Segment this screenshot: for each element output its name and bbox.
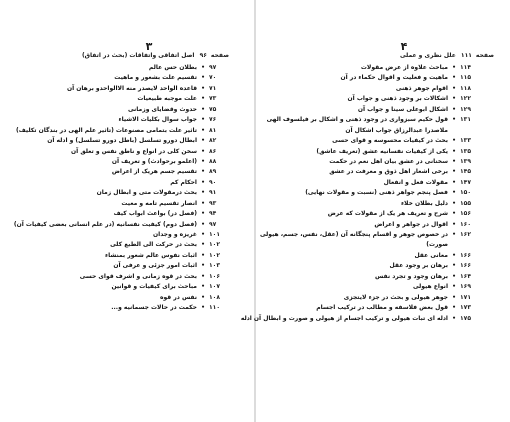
toc-entry xyxy=(30,84,229,94)
toc-entry xyxy=(30,303,229,313)
left-page xyxy=(0,0,254,422)
bullet-dot: • xyxy=(201,210,205,218)
toc-page-number: ۱۶۲ xyxy=(460,231,471,238)
bullet-dot: • xyxy=(452,231,456,238)
toc-entry xyxy=(30,261,229,271)
bullet-dot: • xyxy=(452,199,456,207)
bullet-dot: • xyxy=(201,283,205,291)
toc-page-number: ۹۴ xyxy=(209,210,217,218)
toc-page-number: ۹۷ xyxy=(209,64,217,71)
toc-entry-title: ابطال دورو تسلسل (باطل دورو تسلسل) و ادله آن xyxy=(47,137,197,145)
toc-entry xyxy=(296,261,480,271)
toc-page-number: ۱۳۵ xyxy=(460,147,471,155)
bullet-dot: • xyxy=(452,74,456,82)
toc-entry-title: بحث در قوه زمانی و اشرف قوای حسی xyxy=(79,272,197,280)
bullet-dot: • xyxy=(201,293,205,301)
bullet-dot: • xyxy=(201,241,205,249)
bullet-dot: • xyxy=(452,147,456,155)
toc-entry xyxy=(296,188,480,198)
toc-entry-title: قول حکیم سبزواری در وجود ذهنی و اشکال بر فیلسوف الهی xyxy=(266,116,448,124)
toc-page-number: ۹۱ xyxy=(209,189,217,197)
bullet-dot: • xyxy=(201,251,205,259)
table-of-contents xyxy=(240,63,480,324)
toc-page-number: ۱۰۶ xyxy=(209,272,220,280)
bullet-dot: • xyxy=(201,157,205,165)
toc-entry-title: بحث در کیفیات محسوسه و قوای حسی xyxy=(332,137,448,145)
toc-entry-title: برهان وجود و تجرد نفس xyxy=(375,272,448,280)
bullet-dot: • xyxy=(452,304,456,312)
bullet-dot: • xyxy=(452,168,456,176)
toc-entry xyxy=(30,147,229,157)
toc-page-number: ۸۲ xyxy=(209,137,217,145)
toc-page-number: ۱۱۰ xyxy=(209,304,220,312)
toc-header xyxy=(400,52,494,59)
bullet-dot: • xyxy=(452,95,456,103)
toc-entry-title: اشکال ابوعلی سینا و جواب آن xyxy=(357,105,448,113)
bullet-dot xyxy=(450,240,458,250)
bullet-dot: • xyxy=(201,116,205,124)
toc-header xyxy=(82,52,229,59)
header-number: ۱۱۱ xyxy=(460,52,472,59)
bullet-dot: • xyxy=(201,74,205,82)
toc-entry-title: تقسیم علت بشعور و ماهیت xyxy=(114,74,197,82)
toc-entry xyxy=(259,230,480,240)
toc-entry-title: حدوث وقضایای وزمانی xyxy=(127,105,197,113)
toc-page-number: ۱۴۵ xyxy=(460,168,471,176)
toc-page-number: ۷۰ xyxy=(209,74,217,82)
toc-entry-title: برخی اشعار اهل ذوق و معرفت در عشق xyxy=(329,168,448,176)
bullet-dot: • xyxy=(201,178,205,186)
toc-page-number: ۱۰۲ xyxy=(209,241,220,249)
bullet-dot: • xyxy=(201,137,205,145)
toc-entry-title: انواع هیولی xyxy=(412,283,448,291)
toc-page-number: ۱۰۱ xyxy=(209,231,220,238)
toc-page-number: ۱۳۳ xyxy=(460,137,471,145)
toc-page-number: ۱۱۴ xyxy=(460,64,471,71)
toc-page-number: ۱۶۶ xyxy=(460,262,471,270)
bullet-dot: • xyxy=(452,262,456,270)
page-number: ۴ xyxy=(400,40,408,53)
bullet-dot: • xyxy=(201,189,205,197)
bullet-dot: • xyxy=(452,116,456,124)
toc-entry xyxy=(296,94,480,104)
toc-entry xyxy=(296,209,480,219)
toc-entry-title: جوهر هیولی و بحث در جزء لایتجزی xyxy=(343,293,448,301)
bullet-dot xyxy=(450,126,458,136)
toc-page-number: ۱۳۹ xyxy=(460,157,471,165)
toc-entry-title: ماهیت و فعلیت و اقوال حکماء در آن xyxy=(340,74,448,82)
bullet-dot: • xyxy=(452,283,456,291)
toc-entry-title: معانی عقل xyxy=(414,251,448,259)
bullet-dot: • xyxy=(452,314,456,322)
bullet-dot: • xyxy=(201,105,205,113)
bullet-dot: • xyxy=(452,189,456,197)
bullet-dot: • xyxy=(201,199,205,207)
toc-entry-title: تاثیر علت بتمامی مصنوعات (تاثیر علم الهی در بندگان تکلیف) xyxy=(16,126,197,134)
toc-entry xyxy=(30,230,229,240)
bullet-dot: • xyxy=(452,137,456,145)
toc-entry xyxy=(296,105,480,115)
toc-page-number: ۷۱ xyxy=(209,84,217,92)
toc-entry xyxy=(296,220,480,230)
toc-entry-title: در خصوص جوهر و اقسام پنجگانه آن (عقل، نفس، جسم، هیولی xyxy=(259,231,448,238)
toc-entry xyxy=(296,251,480,261)
toc-entry xyxy=(30,136,229,146)
toc-entry xyxy=(30,272,229,282)
toc-entry xyxy=(296,272,480,282)
bullet-dot: • xyxy=(201,147,205,155)
toc-entry xyxy=(240,314,480,324)
toc-entry-title: احکام کم xyxy=(170,178,197,186)
toc-entry xyxy=(30,199,229,209)
bullet-dot: • xyxy=(201,84,205,92)
toc-page-number: ۱۶۰ xyxy=(460,220,471,228)
toc-entry xyxy=(296,73,480,83)
toc-entry-title: اثبات نفوس عالم شعور بمنشاء xyxy=(105,251,197,259)
toc-entry-title: بحث درمقولات متی و ابطال زمان xyxy=(96,189,197,197)
bullet-dot: • xyxy=(201,231,205,238)
toc-entry-title: بطلان حس عالم xyxy=(148,64,197,71)
toc-page-number: ۱۷۱ xyxy=(460,293,471,301)
page-number: ۳ xyxy=(145,40,153,53)
bullet-dot: • xyxy=(452,272,456,280)
toc-page-number: ۱۷۳ xyxy=(460,304,471,312)
toc-entry-title: حکمت در حالات جسمانیه و... xyxy=(111,304,197,312)
toc-entry xyxy=(296,293,480,303)
toc-page-number: ۱۱۵ xyxy=(460,74,471,82)
toc-entry-title: قاعده الواحد لایصدر منه الاالواحدو برهان آن xyxy=(67,84,197,92)
bullet-dot: • xyxy=(201,262,205,270)
toc-entry xyxy=(30,282,229,292)
bullet-dot: • xyxy=(452,220,456,228)
toc-entry-title: علت موجبه طبیعیات xyxy=(137,95,197,103)
toc-page-number: ۱۶۴ xyxy=(460,272,471,280)
toc-entry-title: مقولات فعل و انفعال xyxy=(383,178,448,186)
toc-page-number: ۸۶ xyxy=(209,147,217,155)
toc-page-number: ۱۶۶ xyxy=(460,251,471,259)
toc-entry-title: (فصل دوم) کیفیت نفسانیه (در علم انسانی بعضی کیفیات آن) xyxy=(13,220,197,228)
toc-entry xyxy=(30,63,229,73)
toc-entry-title: قول بعض فلاسفه و مطالب در ترکیب اجسام xyxy=(316,304,448,312)
toc-entry xyxy=(30,94,229,104)
bullet-dot: • xyxy=(201,304,205,312)
toc-page-number: ۷۶ xyxy=(209,116,217,124)
toc-page-number: ۸۹ xyxy=(209,168,217,176)
toc-entry-title: دلیل بطلان خلاء xyxy=(400,199,448,207)
toc-page-number xyxy=(458,126,480,136)
toc-entry-title: یکی از کیفیات نفسانیه عشق (تعریف عاشق) xyxy=(316,147,448,155)
toc-page-number: ۱۵۶ xyxy=(460,210,471,218)
toc-entry xyxy=(30,157,229,167)
toc-entry xyxy=(30,188,229,198)
bullet-dot: • xyxy=(201,272,205,280)
toc-entry xyxy=(266,115,480,125)
toc-entry-title: ادله ای تبات هیولی و ترکیب اجسام از هیولی و صورت و ابطال آن ادله xyxy=(240,314,448,322)
toc-page-number: ۱۲۹ xyxy=(460,105,471,113)
toc-entry-title: غریزه و وجدان xyxy=(153,231,197,238)
toc-page-number: ۸۸ xyxy=(209,157,217,165)
toc-page-number: ۸۱ xyxy=(209,126,217,134)
toc-entry-title: بحث در حرکت الی الطبع کلی xyxy=(110,241,197,249)
toc-page-number: ۱۰۷ xyxy=(209,283,220,291)
toc-page-number: ۱۱۸ xyxy=(460,84,471,92)
toc-entry-title: صورت) xyxy=(426,241,448,249)
toc-page-number: ۱۵۵ xyxy=(460,199,471,207)
toc-entry-title: سخنانی در عشق بیان اهل نعم در حکمت xyxy=(329,157,448,165)
toc-entry-title: سخن کلی در انواع و ناطق نفس و تعلق آن xyxy=(71,147,197,155)
toc-page-number: ۹۰ xyxy=(209,178,217,186)
header-number: ۹۶ xyxy=(199,52,207,59)
toc-entry xyxy=(296,147,480,157)
toc-entry xyxy=(30,115,229,125)
toc-entry xyxy=(30,240,229,250)
bullet-dot: • xyxy=(452,251,456,259)
toc-entry-title: مباحث علاوه از عرض مقولات xyxy=(360,64,448,71)
toc-entry-title: (اعلمو برحوادث) و تعریف آن xyxy=(111,157,197,165)
right-page xyxy=(240,0,510,422)
toc-entry xyxy=(296,167,480,177)
bullet-dot: • xyxy=(201,168,205,176)
header-title: علل نظری و عملی xyxy=(399,52,456,59)
bullet-dot: • xyxy=(201,220,205,228)
toc-entry xyxy=(16,126,229,136)
toc-entry-title: برهان بر وجود عقل xyxy=(389,262,448,270)
toc-entry xyxy=(296,240,480,250)
toc-entry xyxy=(30,105,229,115)
toc-entry xyxy=(296,126,480,136)
toc-page-number: ۹۳ xyxy=(209,199,217,207)
toc-entry-title: اثبات امور جزئی و عرفی آن xyxy=(113,262,197,270)
toc-entry xyxy=(296,63,480,73)
header-title: اصل اتفاقی واتفاقات (بحث در اتفاق) xyxy=(81,52,195,59)
toc-page-number: ۱۰۳ xyxy=(209,262,220,270)
bullet-dot: • xyxy=(201,64,205,71)
toc-entry-title: اقوال در جواهر و اعراض xyxy=(374,220,448,228)
toc-entry-title: اقوام جوهر ذهنی xyxy=(395,84,448,92)
toc-entry xyxy=(296,157,480,167)
header-word: صفحه xyxy=(210,52,229,59)
toc-page-number: ۱۳۱ xyxy=(460,116,471,124)
toc-entry xyxy=(296,136,480,146)
toc-entry xyxy=(30,251,229,261)
bullet-dot: • xyxy=(452,178,456,186)
toc-entry xyxy=(296,199,480,209)
toc-page-number: ۱۶۹ xyxy=(460,283,471,291)
bullet-dot: • xyxy=(201,126,205,134)
toc-entry xyxy=(30,209,229,219)
toc-entry xyxy=(30,293,229,303)
toc-entry xyxy=(296,178,480,188)
toc-entry-title: جواب سوال بکلیات الاشیاء xyxy=(118,116,197,124)
toc-page-number: ۱۰۸ xyxy=(209,293,220,301)
toc-page-number: ۷۵ xyxy=(209,105,217,113)
toc-page-number: ۱۷۵ xyxy=(460,314,471,322)
toc-page-number: ۱۰۲ xyxy=(209,251,220,259)
toc-entry-title: فصل پنجم جواهر ذهنی (نسبت و مقولات نهایی) xyxy=(305,189,448,197)
bullet-dot: • xyxy=(452,293,456,301)
header-word: صفحه xyxy=(475,52,494,59)
toc-entry xyxy=(30,167,229,177)
toc-entry xyxy=(30,73,229,83)
bullet-dot: • xyxy=(452,64,456,71)
toc-entry xyxy=(296,303,480,313)
toc-page-number: ۱۴۷ xyxy=(460,178,471,186)
toc-entry-title: (فصل در) بواعث ابواب کیف xyxy=(113,210,197,218)
toc-page-number: ۱۲۲ xyxy=(460,95,471,103)
toc-entry-title: مباحث برای کیفیات و قوانین xyxy=(111,283,197,291)
bullet-dot: • xyxy=(201,95,205,103)
bullet-dot: • xyxy=(452,157,456,165)
toc-entry xyxy=(296,282,480,292)
toc-entry-title: نفس در قوه xyxy=(160,293,197,301)
bullet-dot: • xyxy=(452,84,456,92)
table-of-contents xyxy=(13,63,229,314)
toc-page-number: ۱۵۰ xyxy=(460,189,471,197)
bullet-dot: • xyxy=(452,105,456,113)
toc-entry-title: ملاصدرا عبدالرزاق جواب اشکال آن xyxy=(345,126,448,134)
toc-entry-title: انصار تقسیم تامه و معیت xyxy=(121,199,197,207)
toc-page-number: ۹۷ xyxy=(209,220,217,228)
toc-entry-title: شرح و تعریف هر یک از مقولات که عرض xyxy=(327,210,448,218)
toc-entry-title: اشکالات بر وجود ذهنی و جواب آن xyxy=(347,95,448,103)
toc-entry xyxy=(30,178,229,188)
bullet-dot: • xyxy=(452,210,456,218)
toc-entry xyxy=(13,220,229,230)
toc-entry-title: تقسیم جسم هریک از اعراض xyxy=(111,168,197,176)
toc-page-number: ۷۳ xyxy=(209,95,217,103)
toc-page-number xyxy=(458,240,480,250)
toc-entry xyxy=(296,84,480,94)
